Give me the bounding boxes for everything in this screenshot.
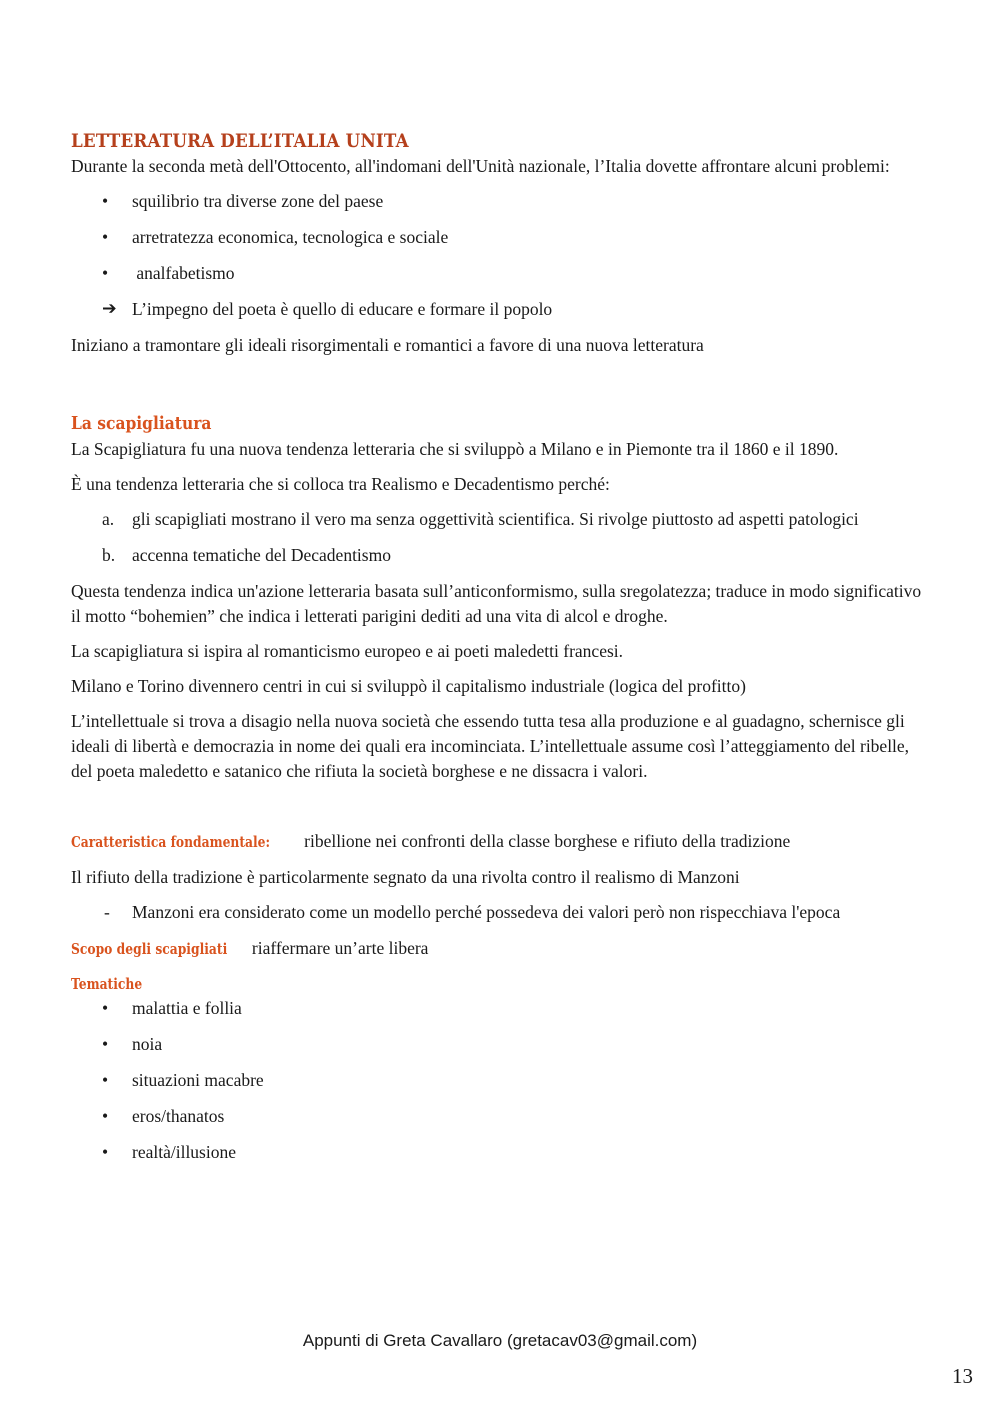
list-item: a. gli scapigliati mostrano il vero ma senza oggettività scientifica. Si rivolge piuttosto ad aspetti patologici [71, 507, 931, 532]
list-item: • situazioni macabre [71, 1068, 931, 1093]
closing-paragraph: Iniziano a tramontare gli ideali risorgimentali e romantici a favore di una nuova letteratura [71, 335, 704, 355]
paragraph: Questa tendenza indica un'azione letteraria basata sull’anticonformismo, sulla sregolatezza; traduce in modo significativo il motto “bohemien” che indica i letterati parigini dediti ad una vita di alcol e droghe. [71, 581, 922, 626]
scopo-label: Scopo degli scapigliati [71, 940, 228, 958]
dash-marker: - [104, 902, 110, 922]
bullet-icon: • [102, 1106, 109, 1126]
paragraph: È una tendenza letteraria che si colloca tra Realismo e Decadentismo perché: [71, 474, 610, 494]
section-title-letteratura: LETTERATURA DELL’ITALIA UNITA [71, 130, 409, 152]
scopo-paragraph: Scopo degli scapigliati riaffermare un’arte libera [71, 936, 931, 962]
paragraph: Il rifiuto della tradizione è particolarmente segnato da una rivolta contro il realismo di Manzoni [71, 867, 740, 887]
list-marker: b. [102, 545, 116, 565]
list-item: • arretratezza economica, tecnologica e sociale [71, 225, 931, 250]
list-item: • realtà/illusione [71, 1140, 931, 1165]
page-footer: Appunti di Greta Cavallaro (gretacav03@gmail.com) [302, 1331, 698, 1350]
list-item: • noia [71, 1032, 931, 1057]
bullet-icon: • [102, 1070, 109, 1090]
list-item: • eros/thanatos [71, 1104, 931, 1129]
paragraph: Milano e Torino divennero centri in cui si sviluppò il capitalismo industriale (logica del profitto) [71, 676, 746, 696]
list-item: • analfabetismo [71, 261, 931, 286]
page-number: 13 [952, 1364, 973, 1388]
caratteristica-paragraph: Caratteristica fondamentale: ribellione nei confronti della classe borghese e rifiuto della tradizione [71, 829, 931, 855]
tematiche-label: Tematiche [71, 975, 143, 993]
manzoni-list [71, 900, 931, 925]
section-title-scapigliatura: La scapigliatura [71, 413, 212, 434]
bullet-icon: • [102, 227, 109, 247]
list-marker: a. [102, 509, 115, 529]
bullet-icon: • [102, 998, 109, 1018]
reasons-list [71, 507, 931, 568]
list-item: - Manzoni era considerato come un modello perché possedeva dei valori però non rispecchiava l'epoca [71, 900, 931, 925]
problems-list [71, 189, 931, 322]
arrow-right-icon: ➔ [102, 299, 117, 319]
bullet-icon: • [102, 263, 109, 283]
list-item: • malattia e follia [71, 996, 931, 1021]
document-body [71, 128, 931, 1176]
caratteristica-label: Caratteristica fondamentale: [71, 833, 271, 851]
bullet-icon: • [102, 191, 109, 211]
list-item: • squilibrio tra diverse zone del paese [71, 189, 931, 214]
tematiche-list [71, 996, 931, 1165]
paragraph: La Scapigliatura fu una nuova tendenza letteraria che si sviluppò a Milano e in Piemonte tra il 1860 e il 1890. [71, 439, 839, 459]
list-item: b. accenna tematiche del Decadentismo [71, 543, 931, 568]
bullet-icon: • [102, 1142, 109, 1162]
paragraph: La scapigliatura si ispira al romanticismo europeo e ai poeti maledetti francesi. [71, 641, 624, 661]
list-item: ➔ L’impegno del poeta è quello di educare e formare il popolo [71, 297, 931, 322]
intro-paragraph: Durante la seconda metà dell'Ottocento, all'indomani dell'Unità nazionale, l’Italia dovette affrontare alcuni problemi: [71, 156, 890, 176]
paragraph: L’intellettuale si trova a disagio nella nuova società che essendo tutta tesa alla produzione e al guadagno, schernisce gli ideali di libertà e democrazia in nome dei quali era incominciata. L’intellettuale assume così l’atteggiamento del ribelle, del poeta maledetto e satanico che rifiuta la società borghese e ne dissacra i valori. [71, 711, 910, 781]
bullet-icon: • [102, 1034, 109, 1054]
